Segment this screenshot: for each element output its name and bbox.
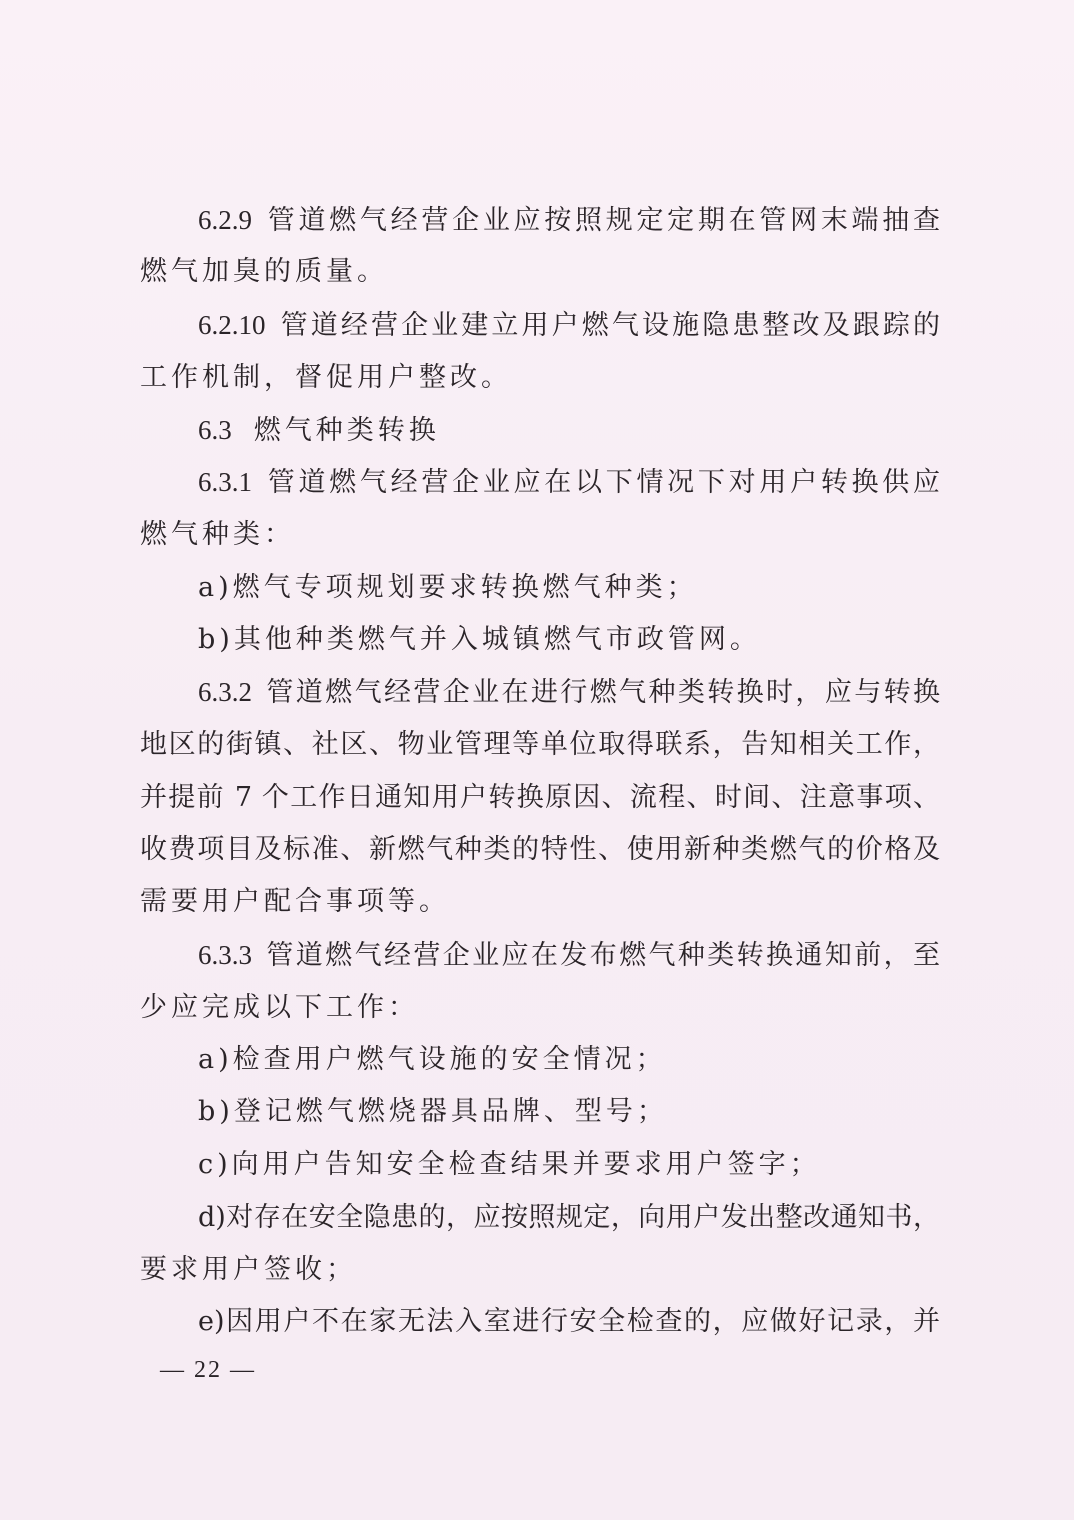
paragraph-line [140, 1244, 940, 1296]
list-item [198, 562, 940, 614]
paragraph-line [198, 299, 940, 351]
line-text: 收费项目及标准、新燃气种类的特性、使用新种类燃气的价格及 [140, 834, 940, 865]
paragraph-line [140, 772, 940, 824]
line-text: 工作机制，督促用户整改。 [140, 362, 512, 393]
paragraph-line [140, 982, 940, 1034]
line-text: a)燃气专项规划要求转换燃气种类； [198, 572, 698, 603]
line-text: b)其他种类燃气并入城镇燃气市政管网。 [198, 624, 761, 655]
line-text: 并提前 7 个工作日通知用户转换原因、流程、时间、注意事项、 [140, 782, 940, 813]
section-heading [198, 404, 940, 456]
paragraph-line [140, 719, 940, 771]
page-number: — 22 — [160, 1357, 256, 1383]
clause-number: 6.2.9 [198, 205, 252, 235]
paragraph-line [198, 929, 940, 981]
paragraph-line [198, 456, 940, 508]
list-item [198, 614, 940, 666]
list-item [198, 1034, 940, 1086]
line-text: 管道燃气经营企业应在以下情况下对用户转换供应 [264, 467, 940, 498]
line-text: 管道燃气经营企业在进行燃气种类转换时，应与转换 [264, 677, 940, 708]
clause-number: 6.3.3 [198, 940, 252, 970]
line-text: 需要用户配合事项等。 [140, 886, 450, 917]
line-text: b)登记燃气燃烧器具品牌、型号； [198, 1096, 668, 1127]
paragraph-line [140, 352, 940, 404]
paragraph-line [198, 666, 940, 718]
line-text: 燃气种类转换 [253, 415, 440, 446]
list-item [198, 1192, 940, 1244]
line-text: 管道燃气经营企业应在发布燃气种类转换通知前，至 [264, 940, 940, 971]
line-text: 燃气种类： [140, 519, 295, 550]
paragraph-line [140, 824, 940, 876]
paragraph-line [140, 246, 940, 298]
clause-number: 6.3 [198, 415, 232, 445]
line-text: a)检查用户燃气设施的安全情况； [198, 1044, 667, 1075]
line-text: 管道经营企业建立用户燃气设施隐患整改及跟踪的 [277, 310, 940, 341]
line-text: 管道燃气经营企业应按照规定定期在管网末端抽查 [264, 205, 940, 236]
paragraph-line [140, 509, 940, 561]
line-text: 少应完成以下工作： [140, 992, 419, 1023]
list-item [198, 1296, 940, 1348]
line-text: e)因用户不在家无法入室进行安全检查的，应做好记录，并 [198, 1306, 940, 1337]
list-item [198, 1086, 940, 1138]
line-text: 要求用户签收； [140, 1254, 357, 1285]
line-text: 地区的街镇、社区、物业管理等单位取得联系，告知相关工作， [140, 729, 940, 760]
clause-number: 6.3.1 [198, 467, 252, 497]
list-item [198, 1139, 940, 1191]
clause-number: 6.3.2 [198, 677, 252, 707]
paragraph-line [140, 876, 940, 928]
line-text: c)向用户告知安全检查结果并要求用户签字； [198, 1149, 821, 1180]
paragraph-line [198, 194, 940, 246]
clause-number: 6.2.10 [198, 310, 266, 340]
line-text: d)对存在安全隐患的，应按照规定，向用户发出整改通知书， [198, 1202, 940, 1233]
line-text: 燃气加臭的质量。 [140, 256, 388, 287]
